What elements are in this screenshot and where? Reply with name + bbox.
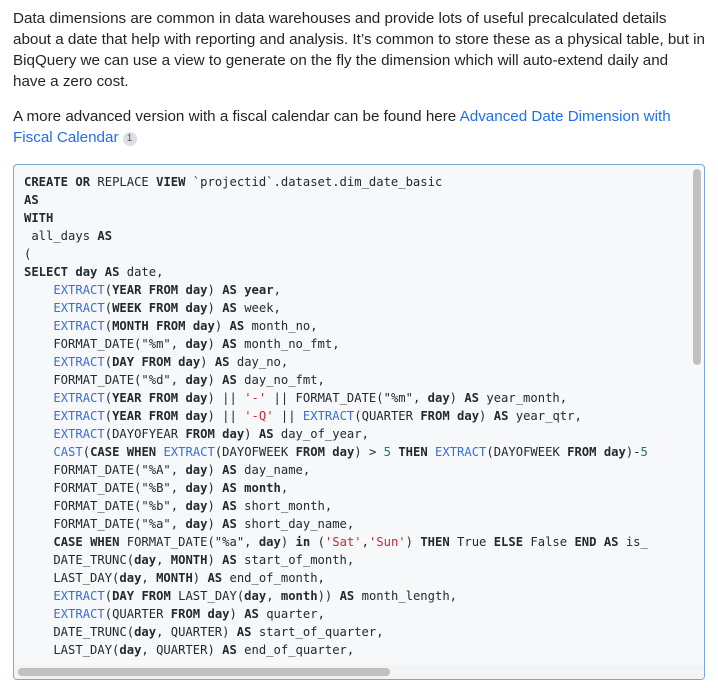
code-token: day	[185, 463, 208, 477]
code-line	[24, 641, 648, 659]
code-token	[24, 283, 53, 297]
code-token: )	[207, 301, 223, 315]
code-token: day	[457, 409, 480, 423]
code-token: )	[192, 571, 208, 585]
code-token: day	[75, 265, 98, 279]
code-line	[24, 353, 648, 371]
code-token: AS	[222, 283, 237, 297]
code-token: (	[104, 391, 113, 405]
footnote-badge[interactable]: 1	[123, 132, 137, 146]
code-token: CASE	[90, 445, 120, 459]
article-body	[13, 8, 705, 148]
code-token: FROM	[567, 445, 597, 459]
code-token: AS	[207, 571, 223, 585]
code-token: AS	[222, 337, 237, 351]
code-token: DATE_TRUNC(	[24, 625, 135, 639]
code-token: )	[229, 607, 245, 621]
code-line	[24, 533, 648, 551]
code-token: AS	[222, 517, 237, 531]
code-line	[24, 443, 648, 461]
code-token	[119, 445, 126, 459]
code-line	[24, 299, 648, 317]
code-token: day	[185, 283, 208, 297]
code-token: day	[332, 445, 355, 459]
code-token: FROM	[148, 301, 179, 315]
code-token	[24, 319, 53, 333]
code-token: CREATE	[24, 175, 69, 189]
code-token: AS	[339, 589, 355, 603]
code-token: )	[479, 409, 494, 423]
code-token	[24, 391, 53, 405]
code-token: AS	[222, 643, 237, 657]
code-token: )	[244, 427, 259, 441]
code-token: ,	[273, 283, 281, 297]
code-token: month_no,	[244, 319, 318, 333]
code-line	[24, 569, 648, 587]
code-token: AS	[214, 355, 230, 369]
horizontal-scrollbar[interactable]	[18, 668, 390, 676]
code-token: EXTRACT	[53, 427, 105, 441]
code-token	[24, 535, 53, 549]
code-line	[24, 317, 648, 335]
code-token: )	[405, 535, 421, 549]
code-token: FORMAT_DATE("%B",	[24, 481, 186, 495]
code-token: YEAR	[112, 391, 142, 405]
code-token: CAST	[53, 445, 83, 459]
code-token: || FORMAT_DATE("%m",	[266, 391, 428, 405]
code-token: REPLACE	[90, 175, 157, 189]
code-token: False	[523, 535, 575, 549]
code-line	[24, 623, 648, 641]
code-token: day	[134, 625, 157, 639]
code-token: EXTRACT	[53, 607, 105, 621]
intro-paragraph: Data dimensions are common in data warehouses and provide lots of useful precalculated details about a date that help with reporting and analysis. It’s common to store these as a physical table, but in BiqQuery we can use a view to generate on the fly the dimension which will auto-extend daily and have a zero cost.	[13, 10, 706, 90]
code-token: DAY	[112, 355, 135, 369]
code-token: 'Sun'	[368, 535, 406, 549]
code-token: ) >	[354, 445, 384, 459]
code-token: LAST_DAY(	[24, 643, 120, 657]
code-token: FORMAT_DATE("%a",	[24, 517, 186, 531]
code-token: YEAR	[112, 409, 142, 423]
code-token: (	[104, 283, 113, 297]
code-token: WHEN	[90, 535, 120, 549]
code-line	[24, 425, 648, 443]
code-line	[24, 605, 648, 623]
code-token	[450, 409, 457, 423]
code-token: '-Q'	[244, 409, 274, 423]
code-token: (	[104, 301, 113, 315]
code-line	[24, 551, 648, 569]
code-token: day	[185, 301, 208, 315]
code-token: start_of_quarter,	[251, 625, 384, 639]
code-token: WITH	[24, 211, 54, 225]
advanced-date-dimension-link[interactable]: Advanced Date Dimension with Fiscal Calendar	[13, 108, 671, 146]
code-token: day_no,	[229, 355, 289, 369]
code-token: day	[427, 391, 450, 405]
code-token: )	[449, 391, 465, 405]
code-token: day	[185, 481, 208, 495]
code-token: week,	[236, 301, 281, 315]
code-token: EXTRACT	[53, 391, 105, 405]
code-token: VIEW	[156, 175, 186, 189]
code-token: day	[258, 535, 281, 549]
code-token: FROM	[148, 391, 179, 405]
code-token: )	[207, 553, 223, 567]
code-token: AS	[24, 193, 39, 207]
code-token: THEN	[398, 445, 428, 459]
code-token: AS	[603, 535, 619, 549]
code-token: short_day_name,	[236, 517, 355, 531]
code-token: (QUARTER	[104, 607, 171, 621]
code-token: FROM	[170, 607, 201, 621]
code-token: AS	[229, 319, 245, 333]
code-token: quarter,	[258, 607, 325, 621]
code-token: AS	[493, 409, 509, 423]
code-token: EXTRACT	[53, 301, 105, 315]
code-token: end_of_quarter,	[236, 643, 355, 657]
code-token: short_month,	[236, 499, 333, 513]
code-token: (	[104, 319, 113, 333]
code-token: LAST_DAY(	[170, 589, 245, 603]
code-token: day	[185, 373, 208, 387]
code-token: ,	[280, 481, 289, 495]
code-token: month	[244, 481, 281, 495]
code-token: FROM	[295, 445, 325, 459]
code-token	[185, 319, 192, 333]
code-token: FORMAT_DATE("%b",	[24, 499, 186, 513]
code-token: AS	[222, 301, 237, 315]
code-token: FROM	[141, 589, 171, 603]
code-token	[24, 301, 53, 315]
code-line	[24, 515, 648, 533]
code-token: day	[119, 643, 142, 657]
code-token: )	[207, 517, 223, 531]
code-token: (DAYOFYEAR	[104, 427, 186, 441]
code-token: day	[222, 427, 245, 441]
code-token: AS	[222, 373, 237, 387]
code-token: FROM	[141, 355, 171, 369]
code-token: day	[185, 391, 208, 405]
code-token: (	[104, 589, 113, 603]
code-token: FROM	[148, 283, 179, 297]
code-token: AS	[244, 607, 259, 621]
sql-code	[24, 173, 648, 659]
code-token: AS	[222, 463, 237, 477]
code-token: FROM	[156, 319, 186, 333]
code-token: AS	[97, 229, 113, 243]
code-token	[24, 355, 53, 369]
code-token: month_no_fmt,	[236, 337, 340, 351]
code-token: )	[280, 535, 296, 549]
code-token: day_name,	[236, 463, 311, 477]
code-token: ||	[273, 409, 303, 423]
code-token: MONTH	[170, 553, 208, 567]
code-token: ELSE	[493, 535, 524, 549]
code-token: year_month,	[479, 391, 568, 405]
code-token: ,	[156, 553, 171, 567]
code-token: in	[295, 535, 311, 549]
code-token: THEN	[420, 535, 450, 549]
vertical-scrollbar[interactable]	[693, 169, 701, 365]
code-token: 'Sat'	[324, 535, 362, 549]
code-token: WEEK	[112, 301, 142, 315]
code-token: (	[82, 445, 91, 459]
code-token: EXTRACT	[53, 283, 105, 297]
code-token: OR	[75, 175, 91, 189]
code-token	[596, 445, 603, 459]
code-line	[24, 461, 648, 479]
code-line	[24, 335, 648, 353]
code-token: ,	[141, 571, 157, 585]
code-token: WHEN	[126, 445, 157, 459]
code-token: )	[214, 319, 230, 333]
code-token: day	[119, 571, 142, 585]
code-line	[24, 209, 648, 227]
code-token: )	[207, 463, 223, 477]
code-token: day	[192, 319, 215, 333]
code-token: (	[310, 535, 325, 549]
code-token: 5	[383, 445, 391, 459]
code-line	[24, 263, 648, 281]
code-token: FORMAT_DATE("%m",	[24, 337, 186, 351]
code-line	[24, 497, 648, 515]
code-token: EXTRACT	[53, 355, 105, 369]
code-token: (	[24, 247, 32, 261]
code-token: AS	[464, 391, 480, 405]
code-token: month	[280, 589, 318, 603]
code-token: day	[207, 607, 230, 621]
code-token: (QUARTER	[354, 409, 421, 423]
code-token	[141, 283, 148, 297]
code-token: AS	[236, 625, 252, 639]
code-token: )	[200, 355, 215, 369]
code-token: , QUARTER)	[141, 643, 223, 657]
code-token	[141, 301, 148, 315]
code-token: )-	[625, 445, 641, 459]
code-token	[24, 589, 53, 603]
code-token	[596, 535, 603, 549]
code-token: is_	[618, 535, 648, 549]
code-token: FORMAT_DATE("%d",	[24, 373, 186, 387]
code-token: CASE	[53, 535, 83, 549]
code-token: ) ||	[207, 409, 245, 423]
code-token: day_no_fmt,	[236, 373, 325, 387]
code-token: day	[244, 589, 267, 603]
code-token: DAY	[112, 589, 135, 603]
code-line	[24, 245, 648, 263]
code-token: (	[104, 409, 113, 423]
code-token	[24, 445, 53, 459]
advanced-paragraph	[13, 106, 705, 148]
code-token: AS	[222, 481, 237, 495]
code-token: FORMAT_DATE("%A",	[24, 463, 186, 477]
code-token: start_of_month,	[236, 553, 355, 567]
code-token: FROM	[420, 409, 450, 423]
code-token: FROM	[148, 409, 179, 423]
code-token: LAST_DAY(	[24, 571, 120, 585]
code-token: day	[185, 517, 208, 531]
code-token: EXTRACT	[53, 319, 105, 333]
code-token: AS	[258, 427, 274, 441]
code-token: ))	[317, 589, 340, 603]
code-token: `projectid`.dataset.dim_date_basic	[185, 175, 443, 189]
code-token: ) ||	[207, 391, 245, 405]
code-token	[149, 319, 156, 333]
code-token: AS	[222, 553, 237, 567]
code-line	[24, 281, 648, 299]
code-token: all_days	[24, 229, 98, 243]
code-token: True	[449, 535, 494, 549]
code-line	[24, 389, 648, 407]
code-token: (	[104, 355, 113, 369]
code-token: day	[603, 445, 626, 459]
code-token: '-'	[244, 391, 267, 405]
code-token	[428, 445, 435, 459]
code-token: , QUARTER)	[156, 625, 237, 639]
code-token: EXTRACT	[435, 445, 487, 459]
code-token: end_of_month,	[222, 571, 325, 585]
code-token: day	[178, 355, 201, 369]
code-token: 5	[640, 445, 648, 459]
code-token	[141, 409, 148, 423]
code-token: MONTH	[156, 571, 193, 585]
code-token: DATE_TRUNC(	[24, 553, 135, 567]
code-token	[24, 607, 53, 621]
code-token: ,	[266, 589, 281, 603]
code-token: day	[134, 553, 157, 567]
code-token: SELECT	[24, 265, 69, 279]
code-token: EXTRACT	[53, 409, 105, 423]
code-token: YEAR	[112, 283, 142, 297]
code-token: )	[207, 373, 223, 387]
code-token: year	[244, 283, 274, 297]
code-line	[24, 227, 648, 245]
code-line	[24, 479, 648, 497]
code-token: (DAYOFWEEK	[486, 445, 568, 459]
code-token: AS	[222, 499, 237, 513]
code-line	[24, 407, 648, 425]
code-token: month_length,	[354, 589, 457, 603]
code-token: )	[207, 499, 223, 513]
code-token: (DAYOFWEEK	[214, 445, 296, 459]
code-token	[97, 265, 104, 279]
code-token: day	[185, 337, 208, 351]
code-token: MONTH	[112, 319, 149, 333]
code-token: date,	[119, 265, 164, 279]
code-token: )	[207, 481, 223, 495]
code-token: EXTRACT	[163, 445, 215, 459]
code-token	[83, 535, 90, 549]
code-token: EXTRACT	[302, 409, 355, 423]
code-token: AS	[104, 265, 120, 279]
advanced-prefix: A more advanced version with a fiscal calendar can be found here	[13, 108, 460, 125]
code-line	[24, 173, 648, 191]
code-token: ,	[361, 535, 369, 549]
code-token: day_of_year,	[273, 427, 369, 441]
code-token	[24, 427, 53, 441]
code-token: FROM	[185, 427, 215, 441]
code-token	[24, 409, 53, 423]
code-token: )	[207, 283, 223, 297]
code-token: day	[185, 409, 208, 423]
code-line	[24, 587, 648, 605]
code-line	[24, 371, 648, 389]
code-token: year_qtr,	[508, 409, 582, 423]
code-line	[24, 191, 648, 209]
code-token: )	[207, 337, 223, 351]
code-token: EXTRACT	[53, 589, 105, 603]
code-token: END	[574, 535, 597, 549]
code-block[interactable]	[13, 164, 705, 680]
code-token: FORMAT_DATE("%a",	[119, 535, 259, 549]
code-token: day	[185, 499, 208, 513]
code-token	[141, 391, 148, 405]
